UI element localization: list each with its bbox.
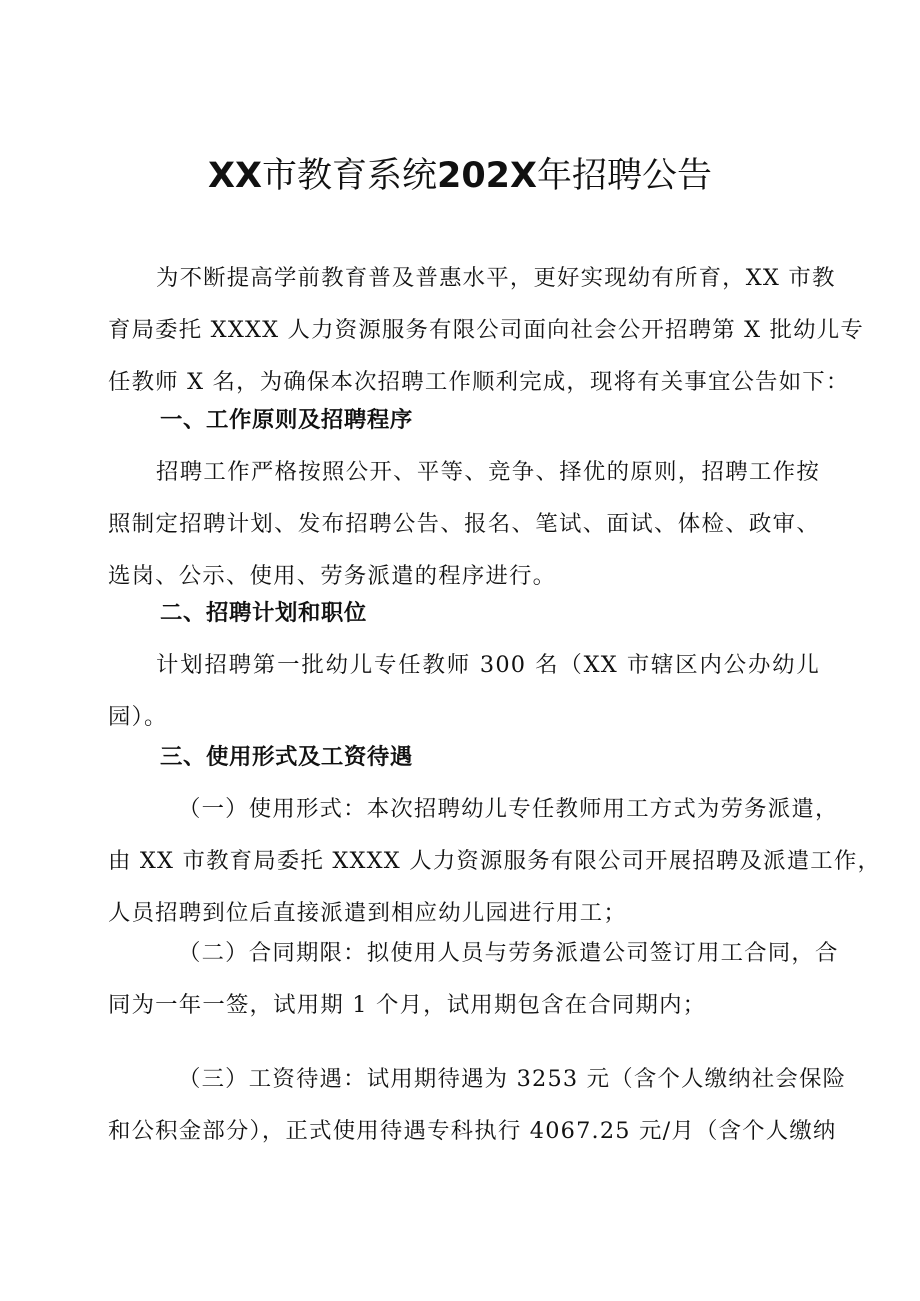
title-year: 202X [436,156,538,196]
section3-item2-line-2: 同为一年一签，试用期 1 个月，试用期包含在合同期内； [108,992,707,1018]
intro-line-1: 为不断提高学前教育普及普惠水平，更好实现幼有所育，XX 市教 [156,265,836,291]
section2-paragraph [108,639,820,743]
section3-item2-line-1: （二）合同期限：拟使用人员与劳务派遣公司签订用工合同，合 [178,940,839,966]
section3-item3-line-1: （三）工资待遇：试用期待遇为 3253 元（含个人缴纳社会保险 [178,1066,847,1092]
intro-line-2: 育局委托 XXXX 人力资源服务有限公司面向社会公开招聘第 X 批幼儿专 [108,317,864,343]
section1-line-3: 选岗、公示、使用、劳务派遣的程序进行。 [108,563,557,589]
section1-line-2: 照制定招聘计划、发布招聘公告、报名、笔试、面试、体检、政审、 [108,511,820,537]
section3-item3 [108,1053,847,1157]
title-mid: 市教育系统 [261,156,437,196]
intro-paragraph [108,252,864,408]
section3-heading: 三、使用形式及工资待遇 [160,744,413,770]
section3-item1-line-1: （一）使用形式：本次招聘幼儿专任教师用工方式为劳务派遣， [178,796,839,822]
section2-line-1: 计划招聘第一批幼儿专任教师 300 名（XX 市辖区内公办幼儿 [156,652,820,678]
title-prefix: XX [207,156,262,196]
section3-item3-line-2: 和公积金部分），正式使用待遇专科执行 4067.25 元/月（含个人缴纳 [108,1118,837,1144]
section2-line-2: 园）。 [108,704,168,730]
section1-paragraph [108,446,820,602]
section2-heading: 二、招聘计划和职位 [160,600,367,626]
title-suffix: 年招聘公告 [537,156,713,196]
section3-item1 [108,783,882,939]
document-title [0,148,920,198]
section3-item1-line-3: 人员招聘到位后直接派遣到相应幼儿园进行用工； [108,900,627,926]
section3-item2 [108,927,839,1031]
section3-item1-line-2: 由 XX 市教育局委托 XXXX 人力资源服务有限公司开展招聘及派遣工作， [108,848,882,874]
section1-heading: 一、工作原则及招聘程序 [160,407,413,433]
intro-line-3: 任教师 X 名，为确保本次招聘工作顺利完成，现将有关事宜公告如下： [108,369,850,395]
section1-line-1: 招聘工作严格按照公开、平等、竞争、择优的原则，招聘工作按 [156,459,820,485]
